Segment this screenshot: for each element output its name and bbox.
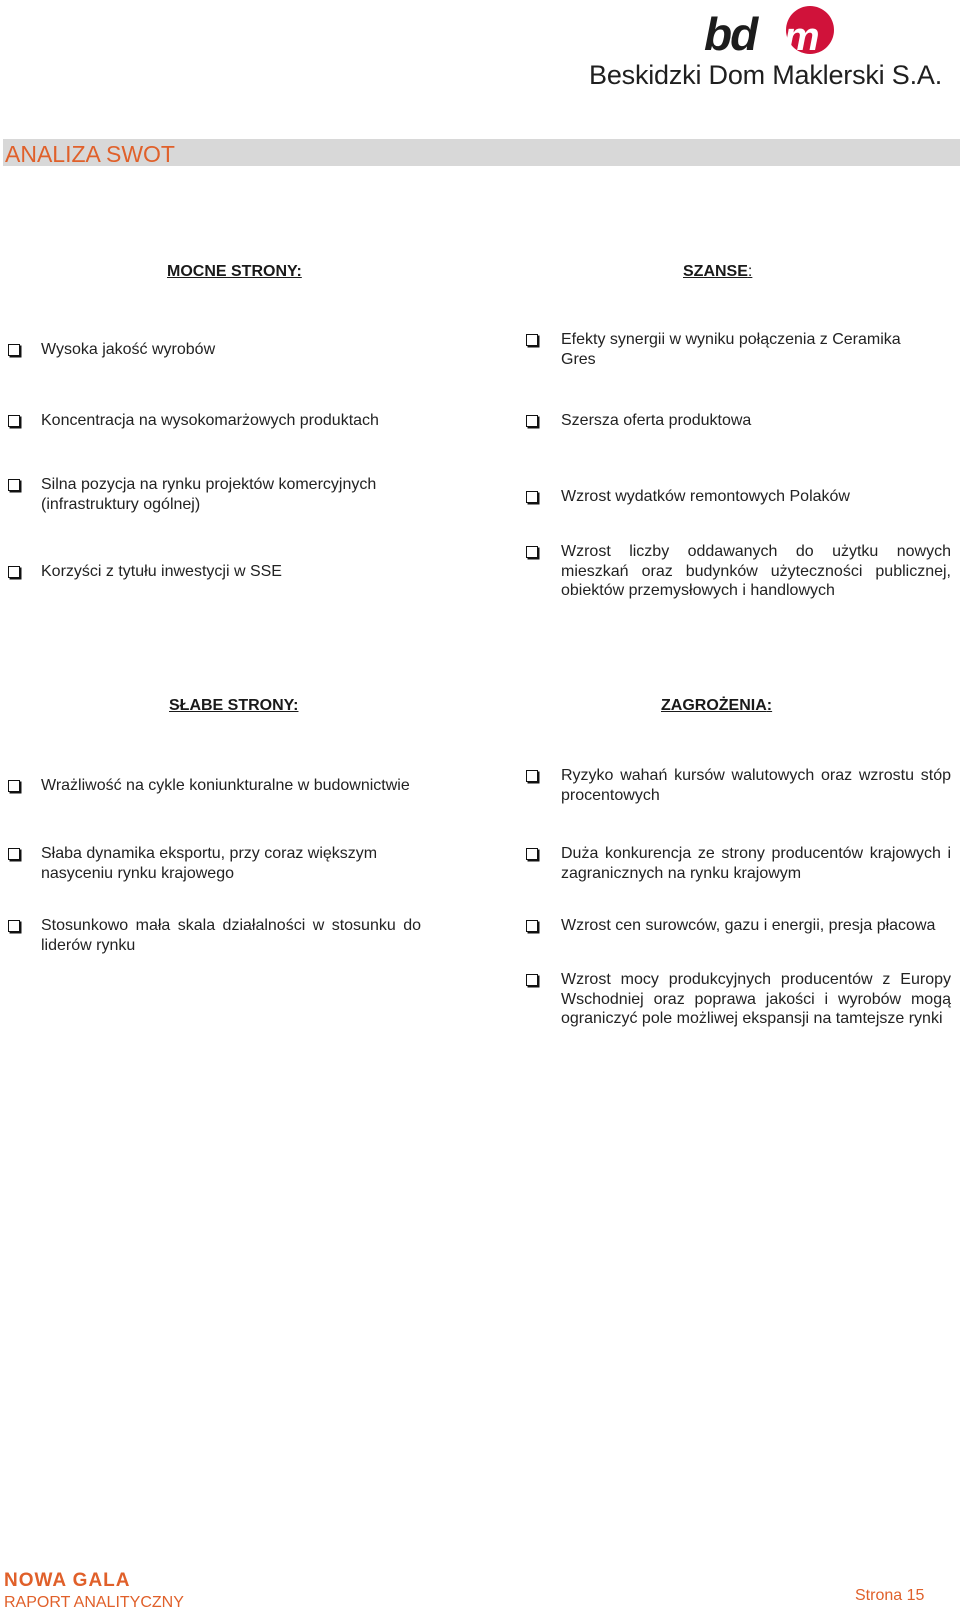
weakness-item: Stosunkowo mała skala działalności w stosunku do liderów rynku bbox=[41, 917, 421, 954]
weakness-item: Wrażliwość na cykle koniunkturalne w budownictwie bbox=[41, 777, 410, 794]
section-title-bar bbox=[3, 139, 960, 166]
section-title: ANALIZA SWOT bbox=[5, 141, 175, 167]
checkbox-icon bbox=[526, 334, 538, 346]
company-name: Beskidzki Dom Maklerski S.A. bbox=[589, 60, 942, 90]
checkbox-icon bbox=[526, 848, 538, 860]
checkbox-icon bbox=[8, 415, 20, 427]
threat-item: Wzrost cen surowców, gazu i energii, presja płacowa bbox=[561, 917, 936, 934]
opportunities-heading-label: SZANSE bbox=[683, 263, 748, 280]
threats-heading-label: ZAGROŻENIA bbox=[661, 697, 767, 714]
weaknesses-heading: SŁABE STRONY: bbox=[169, 697, 299, 714]
checkbox-icon bbox=[8, 848, 20, 860]
checkbox-icon bbox=[8, 344, 20, 356]
checkbox-icon bbox=[526, 415, 538, 427]
checkbox-icon bbox=[526, 920, 538, 932]
company-logo bbox=[582, 4, 942, 90]
opportunities-heading bbox=[683, 263, 752, 281]
checkbox-icon bbox=[526, 974, 538, 986]
opportunity-item: Wzrost liczby oddawanych do użytku nowych mieszkań oraz budynków użyteczności publicznej, obiektów przemysłowych i handlowych bbox=[561, 543, 951, 599]
opportunities-heading-suffix: : bbox=[747, 263, 753, 280]
checkbox-icon bbox=[8, 479, 20, 491]
threat-item: Duża konkurencja ze strony producentów krajowych i zagranicznych na rynku krajowym bbox=[561, 845, 951, 882]
checkbox-icon bbox=[8, 920, 20, 932]
strength-item: Silna pozycja na rynku projektów komercyjnych (infrastruktury ogólnej) bbox=[41, 476, 377, 513]
footer-report-type: RAPORT ANALITYCZNY bbox=[4, 1594, 184, 1611]
page-number: Strona 15 bbox=[855, 1587, 925, 1604]
checkbox-icon bbox=[526, 546, 538, 558]
checkbox-icon bbox=[526, 770, 538, 782]
bdm-logo-mark bbox=[702, 4, 842, 64]
threats-heading bbox=[661, 697, 772, 715]
threats-heading-suffix: : bbox=[766, 697, 773, 714]
footer-company-name: NOWA GALA bbox=[4, 1570, 131, 1591]
svg-text:bd: bd bbox=[704, 8, 757, 60]
checkbox-icon bbox=[8, 780, 20, 792]
strength-item: Korzyści z tytułu inwestycji w SSE bbox=[41, 563, 282, 580]
threat-item: Wzrost mocy produkcyjnych producentów z Europy Wschodniej oraz poprawa jakości i wyrobów mogą ograniczyć pole możliwej ekspansji na tamtejsze rynki bbox=[561, 971, 951, 1027]
opportunity-item: Szersza oferta produktowa bbox=[561, 412, 752, 429]
strengths-heading: MOCNE STRONY: bbox=[167, 263, 302, 280]
threat-item: Ryzyko wahań kursów walutowych oraz wzrostu stóp procentowych bbox=[561, 767, 951, 804]
opportunity-item: Efekty synergii w wyniku połączenia z Ceramika Gres bbox=[561, 331, 901, 368]
weakness-item: Słaba dynamika eksportu, przy coraz większym nasyceniu rynku krajowego bbox=[41, 845, 378, 882]
strength-item: Koncentracja na wysokomarżowych produktach bbox=[41, 412, 379, 429]
strength-item: Wysoka jakość wyrobów bbox=[41, 341, 216, 358]
opportunity-item: Wzrost wydatków remontowych Polaków bbox=[561, 488, 850, 505]
checkbox-icon bbox=[8, 566, 20, 578]
checkbox-icon bbox=[526, 491, 538, 503]
svg-text:m: m bbox=[784, 15, 820, 59]
